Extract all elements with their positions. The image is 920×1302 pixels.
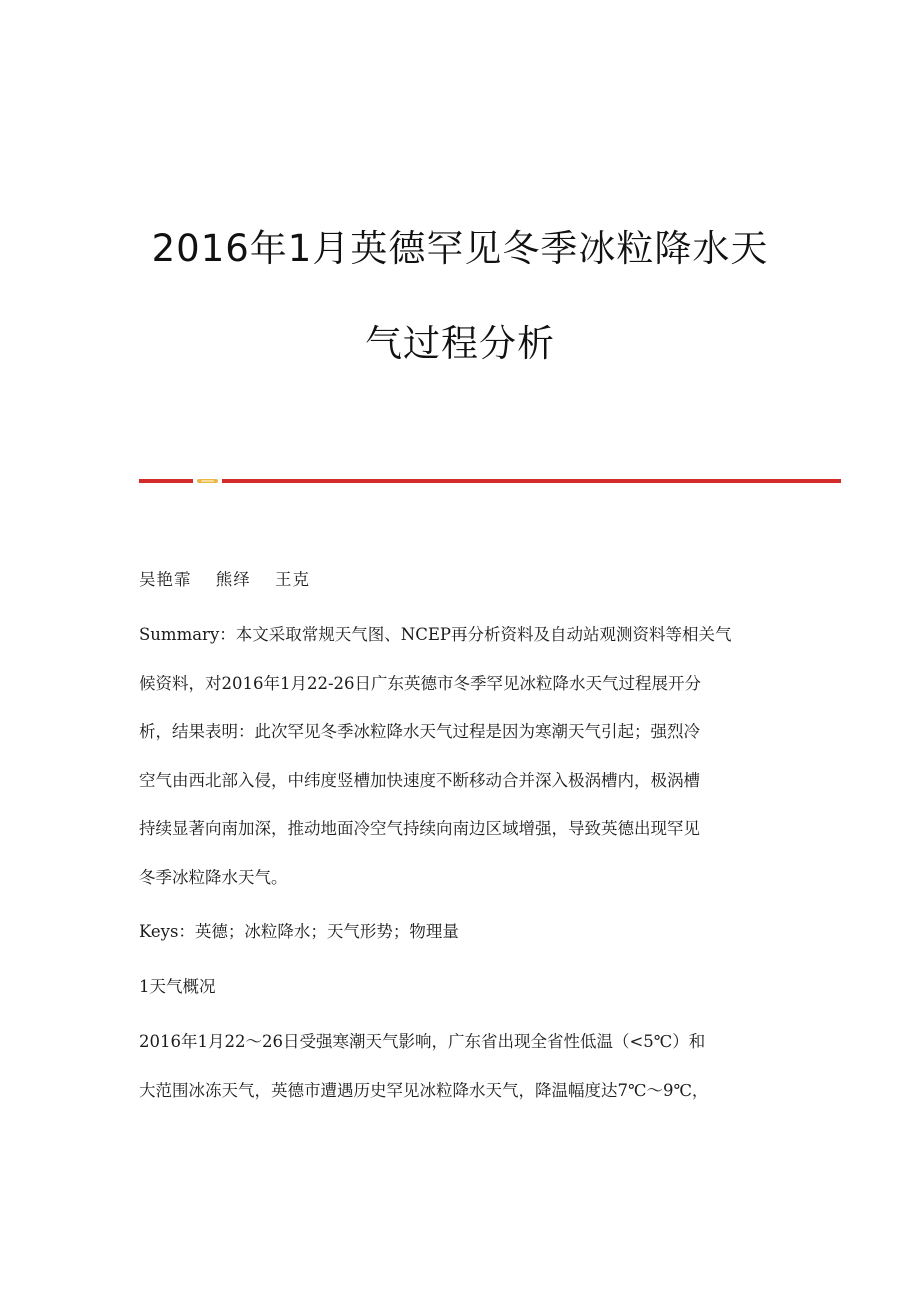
- divider-bar-right: [222, 479, 841, 483]
- title-line-2: 气过程分析: [365, 322, 555, 365]
- summary-line: 持续显著向南加深，推动地面冷空气持续向南边区域增强，导致英德出现罕见: [139, 819, 700, 839]
- section-heading: 1天气概况: [139, 977, 216, 996]
- divider-ornament-icon: [197, 477, 218, 485]
- intro-paragraph: [139, 1018, 789, 1115]
- intro-line: 大范围冰冻天气，英德市遭遇历史罕见冰粒降水天气，降温幅度达7℃～9℃，: [139, 1080, 709, 1100]
- author-name: 王克: [275, 570, 310, 589]
- title-divider: [139, 476, 841, 486]
- summary-line: 空气由西北部入侵，中纬度竖槽加快速度不断移动合并深入极涡槽内，极涡槽: [139, 770, 700, 790]
- summary-line: 析，结果表明：此次罕见冬季冰粒降水天气过程是因为寒潮天气引起；强烈冷: [139, 722, 700, 742]
- summary-line: 候资料，对2016年1月22-26日广东英德市冬季罕见冰粒降水天气过程展开分: [139, 673, 702, 693]
- author-list: [139, 556, 789, 605]
- keywords-line: Keys：英德；冰粒降水；天气形势；物理量: [139, 922, 459, 941]
- summary-line: 冬季冰粒降水天气。: [139, 867, 288, 887]
- author-name: 熊绎: [215, 570, 251, 589]
- divider-bar-left: [139, 479, 193, 483]
- summary-paragraph: [139, 611, 789, 903]
- author-name: 吴艳霏: [139, 570, 192, 589]
- summary-line: Summary：本文采取常规天气图、NCEP再分析资料及自动站观测资料等相关气: [139, 625, 732, 644]
- title-line-1: 2016年1月英德罕见冬季冰粒降水天: [151, 227, 769, 270]
- intro-line: 2016年1月22～26日受强寒潮天气影响，广东省出现全省性低温（<5℃）和: [139, 1032, 706, 1051]
